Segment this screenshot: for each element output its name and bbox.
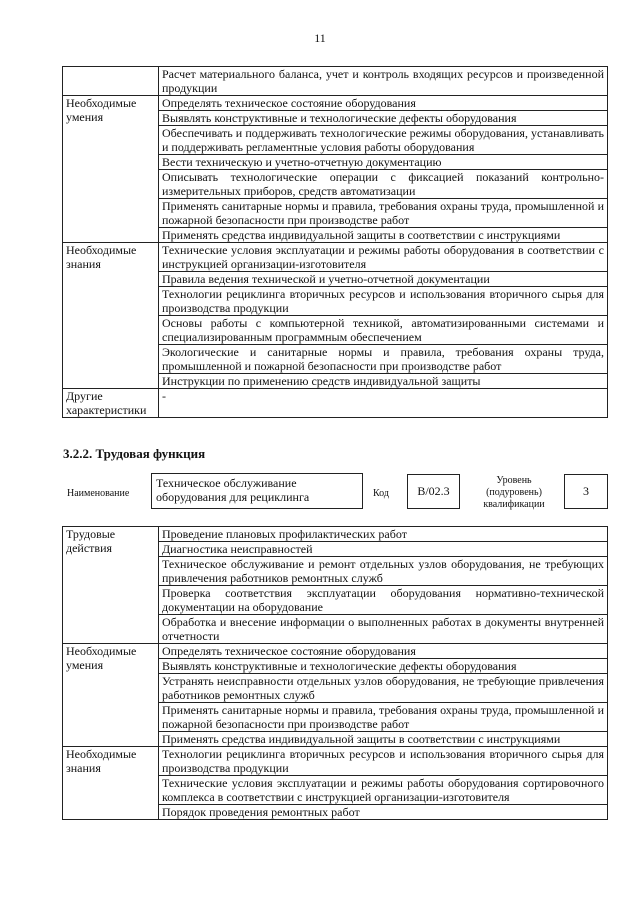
item-cell: Инструкции по применению средств индивидуальной защиты [159, 374, 608, 389]
section-title: 3.2.2. Трудовая функция [63, 446, 206, 461]
item-cell: Устранять неисправности отдельных узлов оборудования, не требующие привлечения работников ремонтных служб [159, 674, 608, 703]
item-cell: Определять техническое состояние оборудования [159, 644, 608, 659]
item-cell: Описывать технологические операции с фиксацией показаний контрольно-измерительных приборов, средств автоматизации [159, 170, 608, 199]
item-cell: Порядок проведения ремонтных работ [159, 805, 608, 820]
category-cell: Трудовые действия [63, 527, 159, 644]
item-cell: Обработка и внесение информации о выполненных работах в документы внутренней отчетности [159, 615, 608, 644]
item-cell: - [159, 389, 608, 418]
item-cell: Экологические и санитарные нормы и правила, требования охраны труда, промышленной и пожарной безопасности при производстве работ [159, 345, 608, 374]
item-cell: Проведение плановых профилактических работ [159, 527, 608, 542]
item-cell: Выявлять конструктивные и технологические дефекты оборудования [159, 111, 608, 126]
table-row [63, 243, 608, 272]
item-cell: Технологии рециклинга вторичных ресурсов и использования вторичного сырья для производства продукции [159, 287, 608, 316]
name-label: Наименование [67, 488, 130, 499]
item-cell: Технологии рециклинга вторичных ресурсов и использования вторичного сырья для производства продукции [159, 747, 608, 776]
level-box: 3 [564, 474, 608, 509]
item-cell: Технические условия эксплуатации и режимы работы оборудования в соответствии с инструкцией организации-изготовителя [159, 243, 608, 272]
item-cell: Определять техническое состояние оборудования [159, 96, 608, 111]
table-row [63, 527, 608, 542]
level-label: Уровень (подуровень) квалификации [483, 475, 545, 510]
category-cell [63, 67, 159, 96]
table-row [63, 747, 608, 776]
item-cell: Расчет материального баланса, учет и контроль входящих ресурсов и произведенной продукции [159, 67, 608, 96]
code-label: Код [373, 488, 389, 499]
table-row [63, 67, 608, 96]
table-row [63, 644, 608, 659]
item-cell: Применять средства индивидуальной защиты в соответствии с инструкциями [159, 732, 608, 747]
category-cell: Другие характеристики [63, 389, 159, 418]
requirements-table-continued [62, 66, 608, 418]
item-cell: Правила ведения технической и учетно-отчетной документации [159, 272, 608, 287]
item-cell: Вести техническую и учетно-отчетную документацию [159, 155, 608, 170]
item-cell: Техническое обслуживание и ремонт отдельных узлов оборудования, не требующих привлечения работников ремонтных служб [159, 557, 608, 586]
function-name-box: Техническое обслуживание оборудования для рециклинга [151, 473, 363, 509]
category-cell: Необходимые знания [63, 243, 159, 389]
item-cell: Применять средства индивидуальной защиты в соответствии с инструкциями [159, 228, 608, 243]
item-cell: Применять санитарные нормы и правила, требования охраны труда, промышленной и пожарной безопасности при производстве работ [159, 199, 608, 228]
category-cell: Необходимые знания [63, 747, 159, 820]
item-cell: Диагностика неисправностей [159, 542, 608, 557]
category-cell: Необходимые умения [63, 96, 159, 243]
item-cell: Технические условия эксплуатации и режимы работы оборудования сортировочного комплекса в соответствии с инструкцией организации-изготовителя [159, 776, 608, 805]
item-cell: Применять санитарные нормы и правила, требования охраны труда, промышленной и пожарной безопасности при производстве работ [159, 703, 608, 732]
item-cell: Основы работы с компьютерной техникой, автоматизированными системами и специализированным программным обеспечением [159, 316, 608, 345]
function-requirements-table [62, 526, 608, 820]
category-cell: Необходимые умения [63, 644, 159, 747]
code-box: B/02.3 [407, 474, 460, 509]
item-cell: Проверка соответствия эксплуатации оборудования нормативно-технической документации на оборудование [159, 586, 608, 615]
table-row [63, 389, 608, 418]
table-row [63, 96, 608, 111]
item-cell: Обеспечивать и поддерживать технологические режимы оборудования, устанавливать и поддерживать регламентные условия работы оборудования [159, 126, 608, 155]
item-cell: Выявлять конструктивные и технологические дефекты оборудования [159, 659, 608, 674]
page-number: 11 [314, 31, 326, 45]
